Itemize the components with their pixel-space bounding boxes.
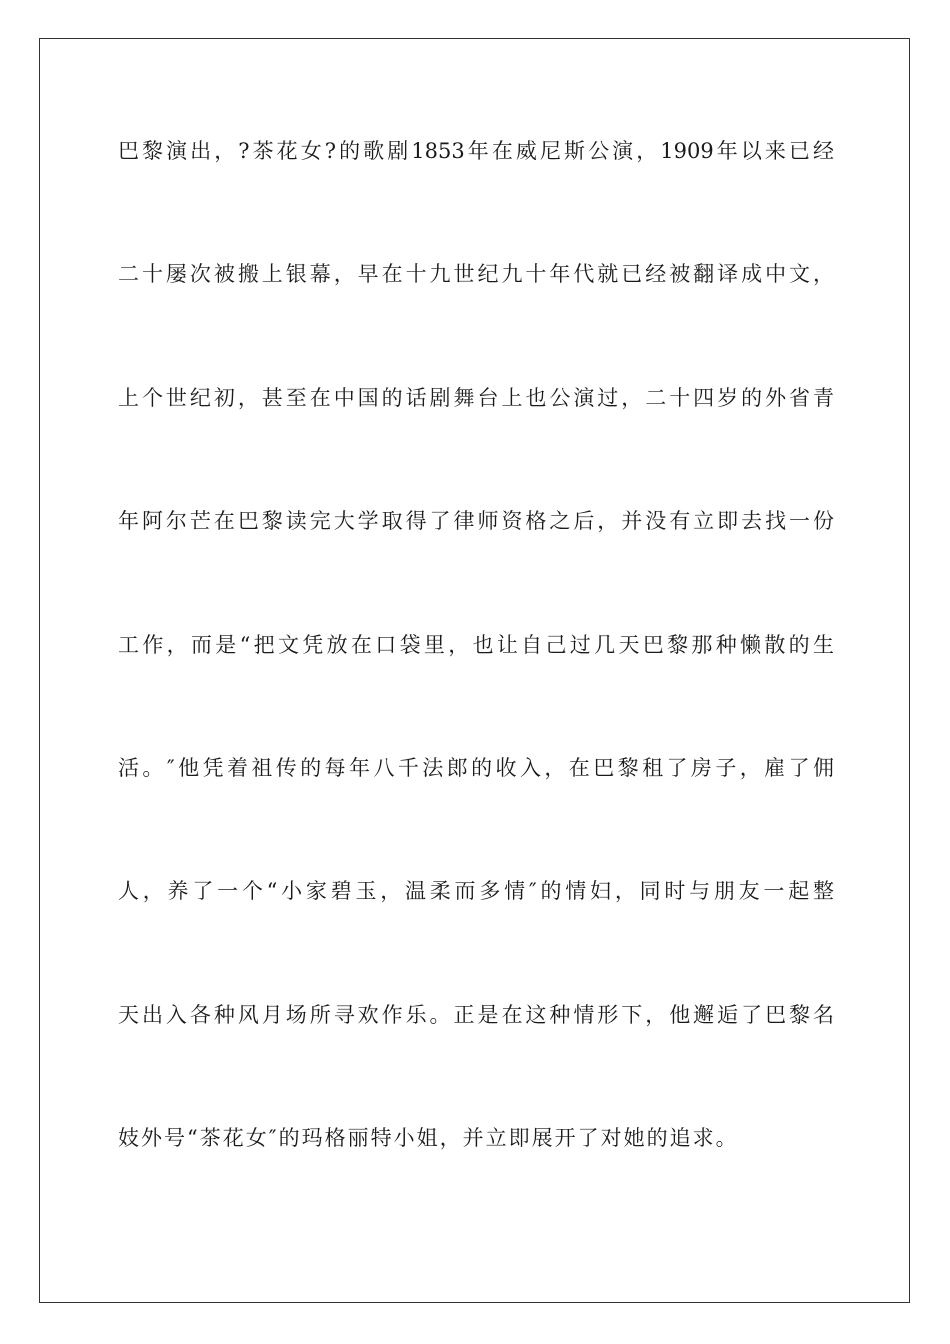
text-line-4: 年阿尔芒在巴黎读完大学取得了律师资格之后，并没有立即去找一份 [118, 509, 834, 534]
text-line-1: 巴黎演出，?茶花女?的歌剧1853年在威尼斯公演，1909年以来已经 [118, 139, 834, 163]
text-line-3: 上个世纪初，甚至在中国的话剧舞台上也公演过，二十四岁的外省青 [118, 385, 834, 410]
document-body [118, 131, 834, 1242]
text-line-5: 工作，而是“把文凭放在口袋里，也让自己过几天巴黎那种懒散的生 [118, 632, 834, 657]
text-line-7: 人，养了一个“小家碧玉，温柔而多情″的情妇，同时与朋友一起整 [118, 879, 834, 904]
text-line-6: 活。″他凭着祖传的每年八千法郎的收入，在巴黎租了房子，雇了佣 [118, 755, 834, 780]
text-line-2: 二十屡次被搬上银幕，早在十九世纪九十年代就已经被翻译成中文， [118, 262, 834, 287]
text-line-8: 天出入各种风月场所寻欢作乐。正是在这种情形下，他邂逅了巴黎名 [118, 1002, 834, 1027]
text-line-9: 妓外号“茶花女″的玛格丽特小姐，并立即展开了对她的追求。 [118, 1126, 739, 1151]
